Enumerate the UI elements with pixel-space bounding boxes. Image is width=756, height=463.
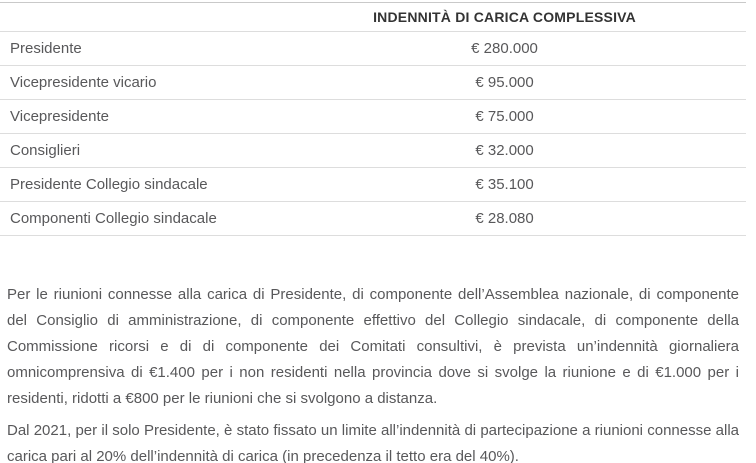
header-title: INDENNITÀ DI CARICA COMPLESSIVA <box>263 3 746 32</box>
indennita-table <box>0 2 746 236</box>
row-label: Componenti Collegio sindacale <box>0 202 263 236</box>
table-row <box>0 100 746 134</box>
row-value: € 95.000 <box>263 66 746 100</box>
row-value: € 35.100 <box>263 168 746 202</box>
table-header-row <box>0 3 746 32</box>
row-value: € 280.000 <box>263 32 746 66</box>
paragraph-limite-2021: Dal 2021, per il solo Presidente, è stato fissato un limite all’indennità di partecipazione a riunioni connesse alla carica pari al 20% dell’indennità di carica (in precedenza il tetto era del 40%). <box>7 422 739 463</box>
row-value: € 28.080 <box>263 202 746 236</box>
row-label: Presidente Collegio sindacale <box>0 168 263 202</box>
header-empty-cell <box>0 3 263 32</box>
row-label: Presidente <box>0 32 263 66</box>
text-block <box>0 282 739 463</box>
row-label: Vicepresidente <box>0 100 263 134</box>
table-row <box>0 168 746 202</box>
row-label: Consiglieri <box>0 134 263 168</box>
row-label: Vicepresidente vicario <box>0 66 263 100</box>
paragraph-riunioni: Per le riunioni connesse alla carica di Presidente, di componente dell’Assemblea nazionale, di componente del Consiglio di amministrazione, di componente effettivo del Collegio sindacale, di componente della Commissione ricorsi e di di componente dei Comitati consultivi, è prevista un’indennità giornaliera omnicomprensiva di €1.400 per i non residenti nella provincia dove si svolge la riunione e di €1.000 per i residenti, ridotti a €800 per le riunioni che si svolgono a distanza. <box>7 286 739 407</box>
row-value: € 32.000 <box>263 134 746 168</box>
table-row <box>0 32 746 66</box>
row-value: € 75.000 <box>263 100 746 134</box>
table-row <box>0 134 746 168</box>
table-row <box>0 202 746 236</box>
table-row <box>0 66 746 100</box>
